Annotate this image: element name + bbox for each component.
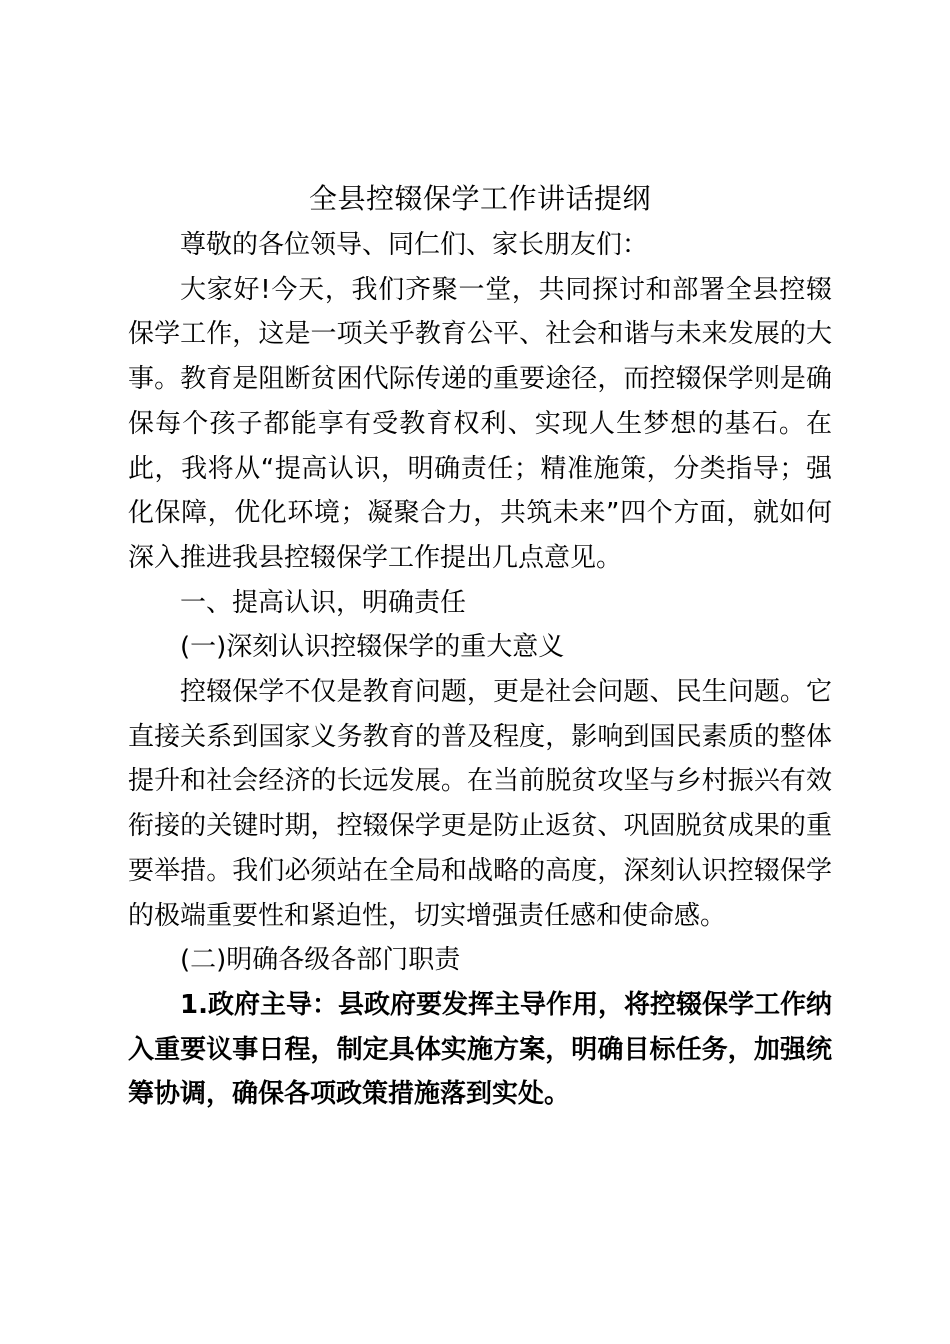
subsection-heading-1: (一)深刻认识控辍保学的重大意义 [180,632,565,663]
point-1-paragraph: 1.政府主导：县政府要发挥主导作用，将控辍保学工作纳入重要议事日程，制定具体实施方案，明确目标任务，加强统筹协调，确保各项政策措施落到实处。 [128,989,832,1110]
document-title: 全县控辍保学工作讲话提纲 [308,182,651,215]
subsection-heading-2: (二)明确各级各部门职责 [180,945,461,976]
greeting-paragraph: 尊敬的各位领导、同仁们、家长朋友们： [180,230,649,260]
document-page [128,176,832,1117]
intro-paragraph: 大家好!今天，我们齐聚一堂，共同探讨和部署全县控辍保学工作，这是一项关乎教育公平、社会和谐与未来发展的大事。教育是阻断贫困代际传递的重要途径，而控辍保学则是确保每个孩子都能享有受教育权利、实现人生梦想的基石。在此，我将从“提高认识，明确责任；精准施策，分类指导；强化保障，优化环境；凝聚合力，共筑未来”四个方面，就如何深入推进我县控辍保学工作提出几点意见。 [128,274,832,573]
section-heading-1: 一、提高认识，明确责任 [180,587,467,618]
subsection-body-1: 控辍保学不仅是教育问题，更是社会问题、民生问题。它直接关系到国家义务教育的普及程度，影响到国民素质的整体提升和社会经济的长远发展。在当前脱贫攻坚与乡村振兴有效衔接的关键时期，控辍保学更是防止返贫、巩固脱贫成果的重要举措。我们必须站在全局和战略的高度，深刻认识控辍保学的极端重要性和紧迫性，切实增强责任感和使命感。 [128,677,832,931]
